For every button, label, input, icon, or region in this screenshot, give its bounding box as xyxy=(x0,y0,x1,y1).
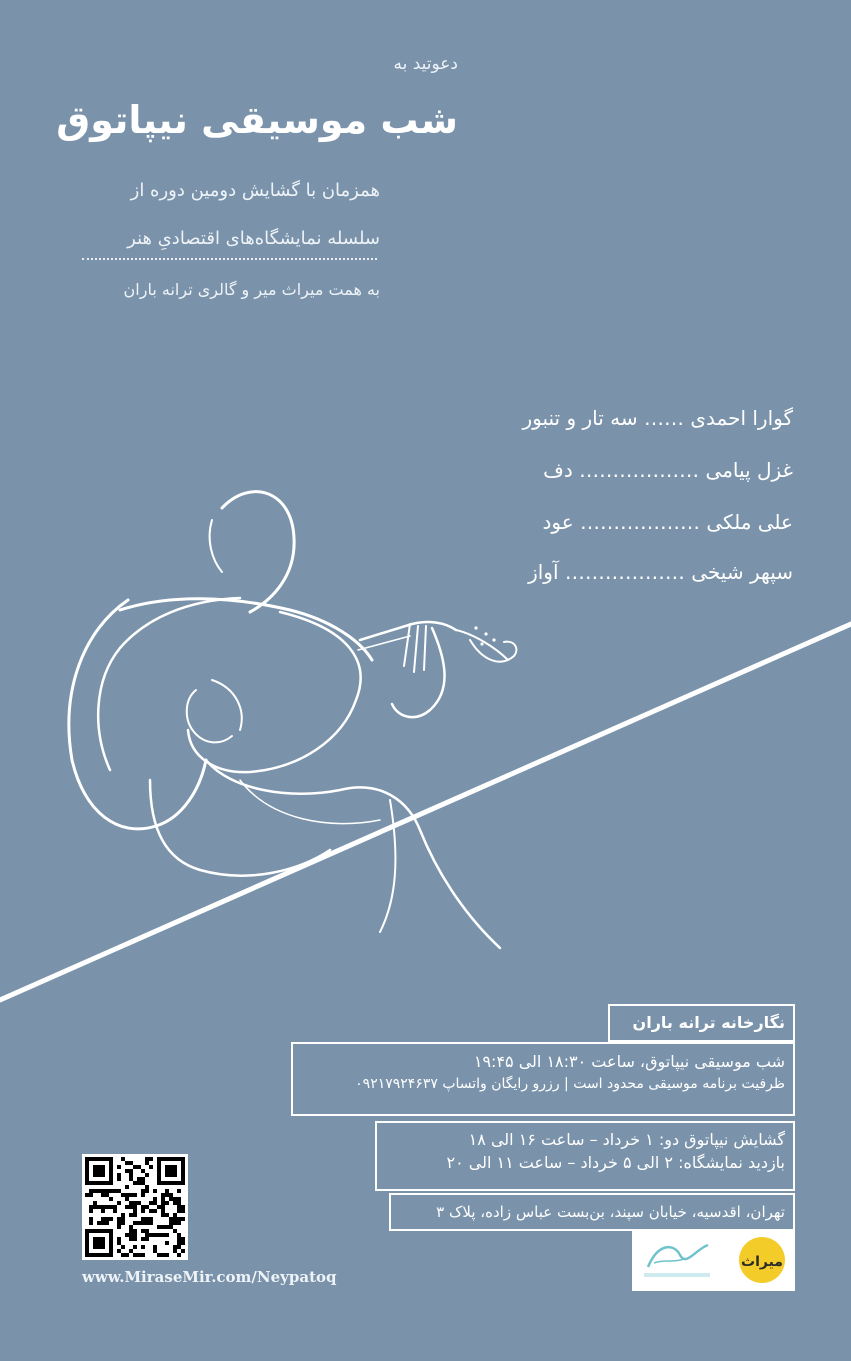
website-link[interactable]: www.MiraseMir.com/Neypatoq xyxy=(82,1268,337,1286)
event-info-box xyxy=(291,1042,795,1116)
logos-box xyxy=(632,1231,795,1291)
address-box xyxy=(389,1193,795,1231)
performer-item: غزل پیامی ……………… دف xyxy=(543,458,793,482)
gallery-logo-icon xyxy=(640,1237,716,1283)
event-time: شب موسیقی نیپاتوق، ساعت ۱۸:۳۰ الی ۱۹:۴۵ xyxy=(473,1052,785,1071)
page-title: شب موسیقی نیپاتوق xyxy=(56,98,458,142)
performer-item: علی ملکی ……………… عود xyxy=(542,510,793,534)
performer-item: سپهر شیخی ……………… آواز xyxy=(528,560,793,584)
dotted-divider xyxy=(82,258,377,260)
event-capacity: ظرفیت برنامه موسیقی محدود است | رزرو رایگان واتساپ ۰۹۲۱۷۹۲۴۶۳۷ xyxy=(355,1076,785,1092)
opening-date: گشایش نیپاتوق دو: ۱ خرداد – ساعت ۱۶ الی ۱۸ xyxy=(468,1130,785,1149)
address: تهران، اقدسیه، خیابان سپند، بن‌بست عباس زاده، پلاک ۳ xyxy=(436,1203,785,1221)
mirase-logo-text: میراث xyxy=(741,1254,783,1270)
gallery-name-box xyxy=(608,1004,795,1042)
intro-line-1: همزمان با گشایش دومین دوره از xyxy=(130,180,380,201)
diagonal-line xyxy=(0,624,851,1000)
intro-line-3: به همت میراث میر و گالری ترانه باران xyxy=(123,280,380,299)
visit-dates: بازدید نمایشگاه: ۲ الی ۵ خرداد – ساعت ۱۱ الی ۲۰ xyxy=(446,1153,785,1172)
opening-info-box xyxy=(375,1121,795,1191)
intro-line-2: سلسله نمایشگاه‌های اقتصادیِ هنر xyxy=(127,228,380,249)
logos xyxy=(634,1233,793,1289)
gallery-name: نگارخانه ترانه باران xyxy=(632,1013,785,1032)
invite-text: دعوتید به xyxy=(393,54,458,74)
qr-code-icon[interactable] xyxy=(82,1154,188,1260)
performer-item: گوارا احمدی …… سه تار و تنبور xyxy=(522,406,793,430)
mirase-logo-icon xyxy=(739,1237,785,1283)
qr-code-graphic xyxy=(84,1156,186,1258)
